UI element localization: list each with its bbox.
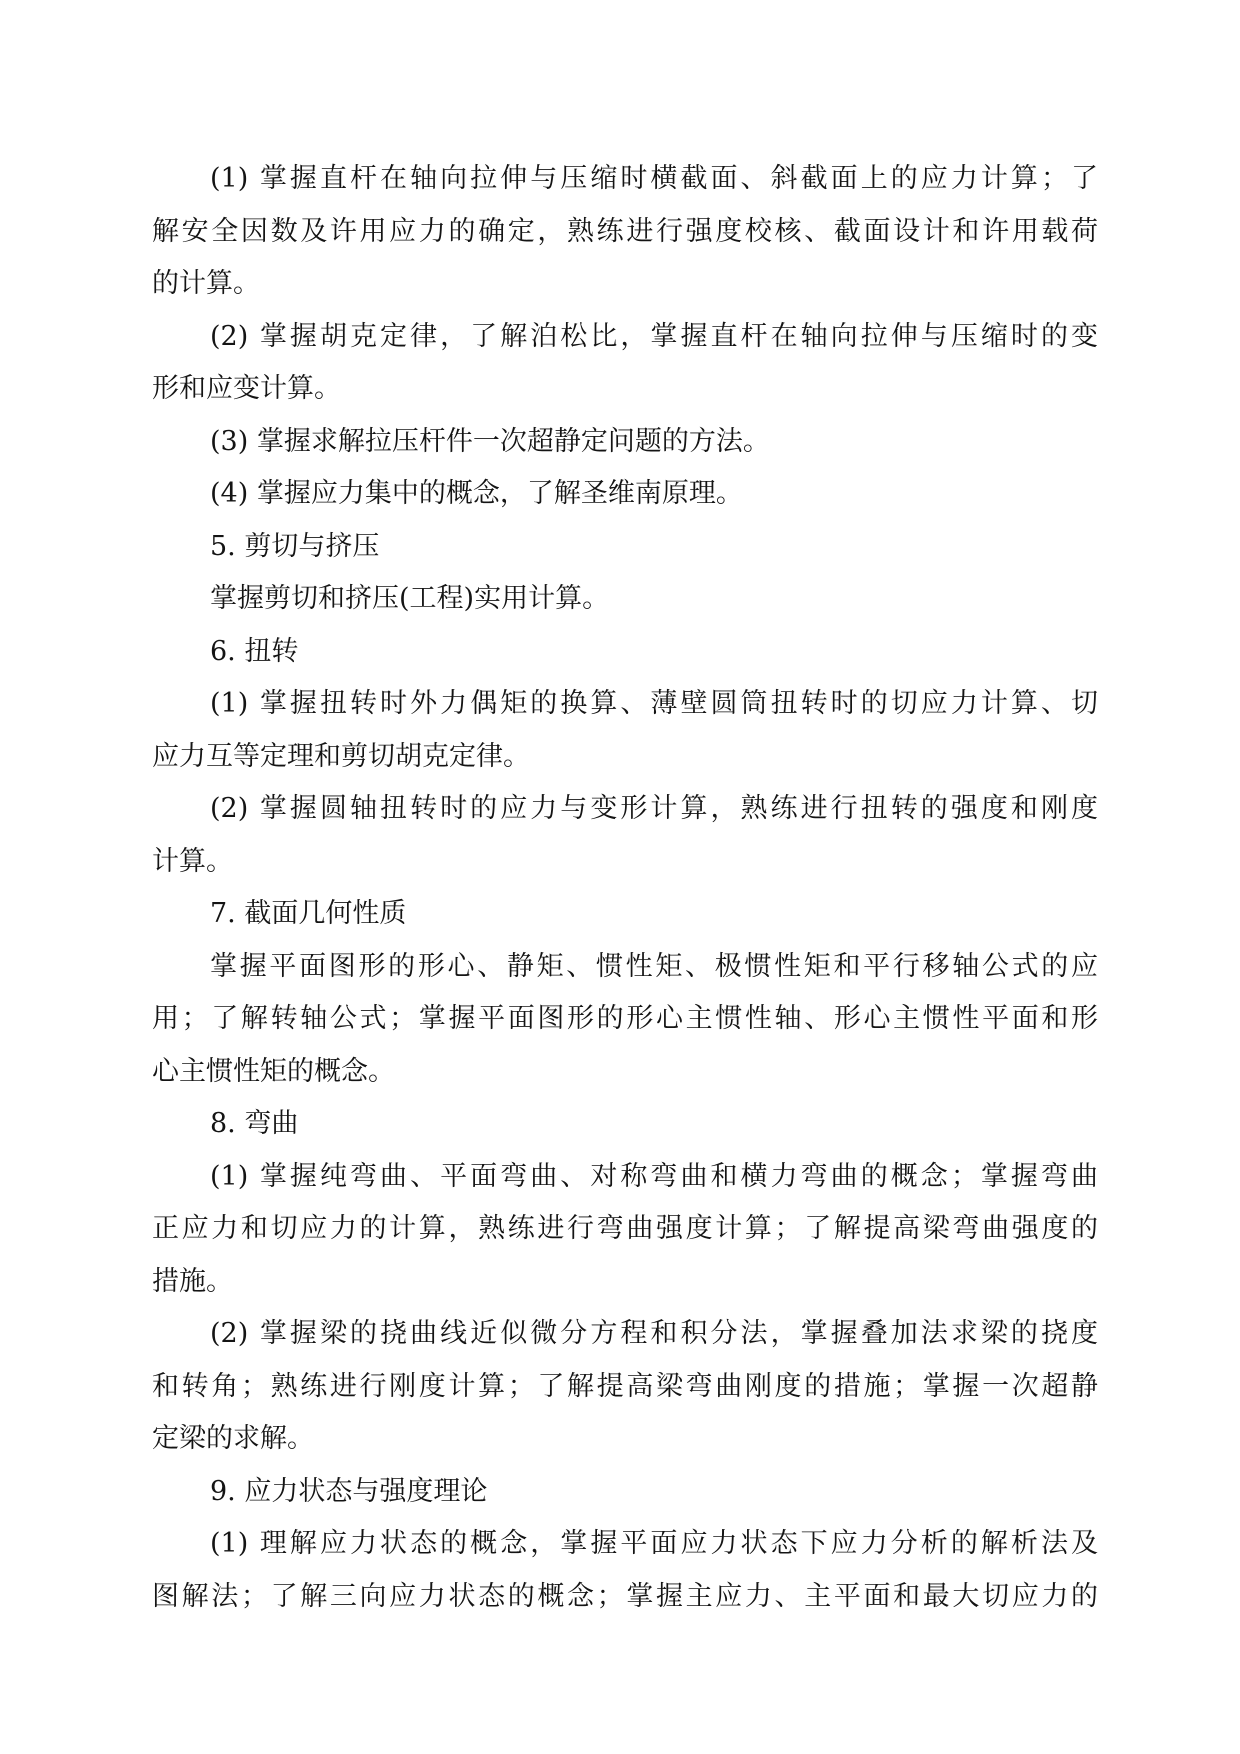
text-line: 形和应变计算。 — [152, 373, 341, 404]
list-item — [152, 311, 1098, 416]
text-line: (2) 掌握圆轴扭转时的应力与变形计算，熟练进行扭转的强度和刚度 — [210, 793, 1098, 824]
text-line: 计算。 — [152, 845, 233, 877]
text-line: (4) 掌握应力集中的概念，了解圣维南原理。 — [210, 478, 743, 509]
text-line: 措施。 — [152, 1265, 233, 1297]
list-item — [152, 1308, 1098, 1466]
text-line: (1) 掌握纯弯曲、平面弯曲、对称弯曲和横力弯曲的概念；掌握弯曲 — [210, 1160, 1098, 1192]
list-item — [152, 1518, 1098, 1623]
text-line: (1) 掌握扭转时外力偶矩的换算、薄壁圆筒扭转时的切应力计算、切 — [210, 688, 1098, 719]
text-line: 心主惯性矩的概念。 — [152, 1055, 395, 1087]
text-line: 的计算。 — [152, 268, 260, 299]
text-line: 图解法；了解三向应力状态的概念；掌握主应力、主平面和最大切应力的 — [152, 1580, 1098, 1612]
section — [152, 888, 1098, 1098]
section-heading: 8. 弯曲 — [210, 1108, 299, 1139]
paragraph — [152, 941, 1098, 1099]
section — [152, 521, 1098, 626]
section-heading: 7. 截面几何性质 — [210, 898, 407, 929]
list-item — [152, 468, 1098, 521]
text-line: (2) 掌握胡克定律，了解泊松比，掌握直杆在轴向拉伸与压缩时的变 — [210, 320, 1098, 352]
text-line: 应力互等定理和剪切胡克定律。 — [152, 740, 530, 772]
text-line: 定梁的求解。 — [152, 1423, 314, 1454]
text-line: (2) 掌握梁的挠曲线近似微分方程和积分法，掌握叠加法求梁的挠度 — [210, 1318, 1098, 1349]
section-heading: 6. 扭转 — [210, 635, 299, 667]
text-line: (1) 掌握直杆在轴向拉伸与压缩时横截面、斜截面上的应力计算；了 — [210, 163, 1098, 194]
list-item — [152, 783, 1098, 888]
section-heading: 5. 剪切与挤压 — [210, 530, 380, 562]
text-line: 掌握剪切和挤压(工程)实用计算。 — [210, 583, 610, 614]
section-heading: 9. 应力状态与强度理论 — [210, 1475, 488, 1507]
list-item — [152, 1151, 1098, 1309]
text-line: (3) 掌握求解拉压杆件一次超静定问题的方法。 — [210, 425, 770, 457]
text-line: 和转角；熟练进行刚度计算；了解提高梁弯曲刚度的措施；掌握一次超静 — [152, 1370, 1098, 1402]
page-body — [152, 153, 1098, 1623]
list-item — [152, 153, 1098, 311]
text-line: 解安全因数及许用应力的确定，熟练进行强度校核、截面设计和许用载荷 — [152, 215, 1098, 247]
text-line: (1) 理解应力状态的概念，掌握平面应力状态下应力分析的解析法及 — [210, 1528, 1098, 1559]
list-item — [152, 678, 1098, 783]
section — [152, 626, 1098, 889]
paragraph — [152, 573, 1098, 626]
text-line: 掌握平面图形的形心、静矩、惯性矩、极惯性矩和平行移轴公式的应 — [210, 950, 1098, 982]
section — [152, 1466, 1098, 1624]
section — [152, 1098, 1098, 1466]
list-item — [152, 416, 1098, 469]
text-line: 用；了解转轴公式；掌握平面图形的形心主惯性轴、形心主惯性平面和形 — [152, 1003, 1098, 1034]
text-line: 正应力和切应力的计算，熟练进行弯曲强度计算；了解提高梁弯曲强度的 — [152, 1213, 1098, 1244]
